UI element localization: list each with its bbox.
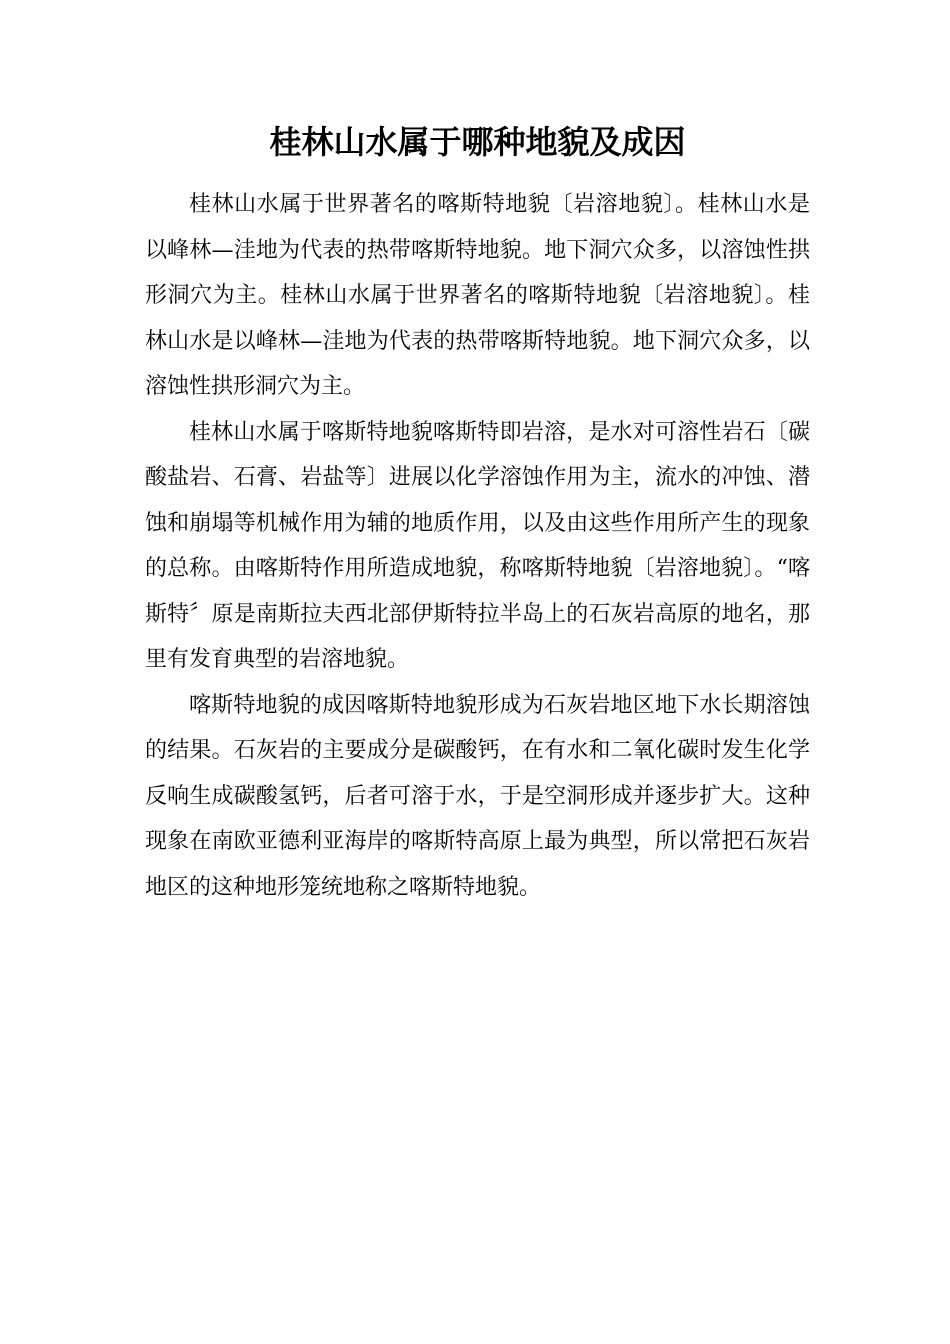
- document-title: 桂林山水属于哪种地貌及成因: [269, 123, 686, 161]
- document-body: [145, 182, 810, 910]
- paragraph-karst-overview: 桂林山水属于世界著名的喀斯特地貌〔岩溶地貌〕。桂林山水是以峰林—洼地为代表的热带喀斯特地貌。地下洞穴众多，以溶蚀性拱形洞穴为主。桂林山水属于世界著名的喀斯特地貌〔岩溶地貌〕。桂林山水是以峰林—洼地为代表的热带喀斯特地貌。地下洞穴众多，以溶蚀性拱形洞穴为主。: [145, 192, 810, 399]
- paragraph-karst-definition: 桂林山水属于喀斯特地貌喀斯特即岩溶，是水对可溶性岩石〔碳酸盐岩、石膏、岩盐等〕进展以化学溶蚀作用为主，流水的冲蚀、潜蚀和崩塌等机械作用为辅的地质作用，以及由这些作用所产生的现象的总称。由喀斯特作用所造成地貌，称喀斯特地貌〔岩溶地貌〕。“喀斯特〞原是南斯拉夫西北部伊斯特拉半岛上的石灰岩高原的地名，那里有发育典型的岩溶地貌。: [145, 419, 810, 672]
- paragraph-karst-formation: 喀斯特地貌的成因喀斯特地貌形成为石灰岩地区地下水长期溶蚀的结果。石灰岩的主要成分是碳酸钙，在有水和二氧化碳时发生化学反响生成碳酸氢钙，后者可溶于水，于是空洞形成并逐步扩大。这种现象在南欧亚德利亚海岸的喀斯特高原上最为典型，所以常把石灰岩地区的这种地形笼统地称之喀斯特地貌。: [145, 692, 810, 900]
